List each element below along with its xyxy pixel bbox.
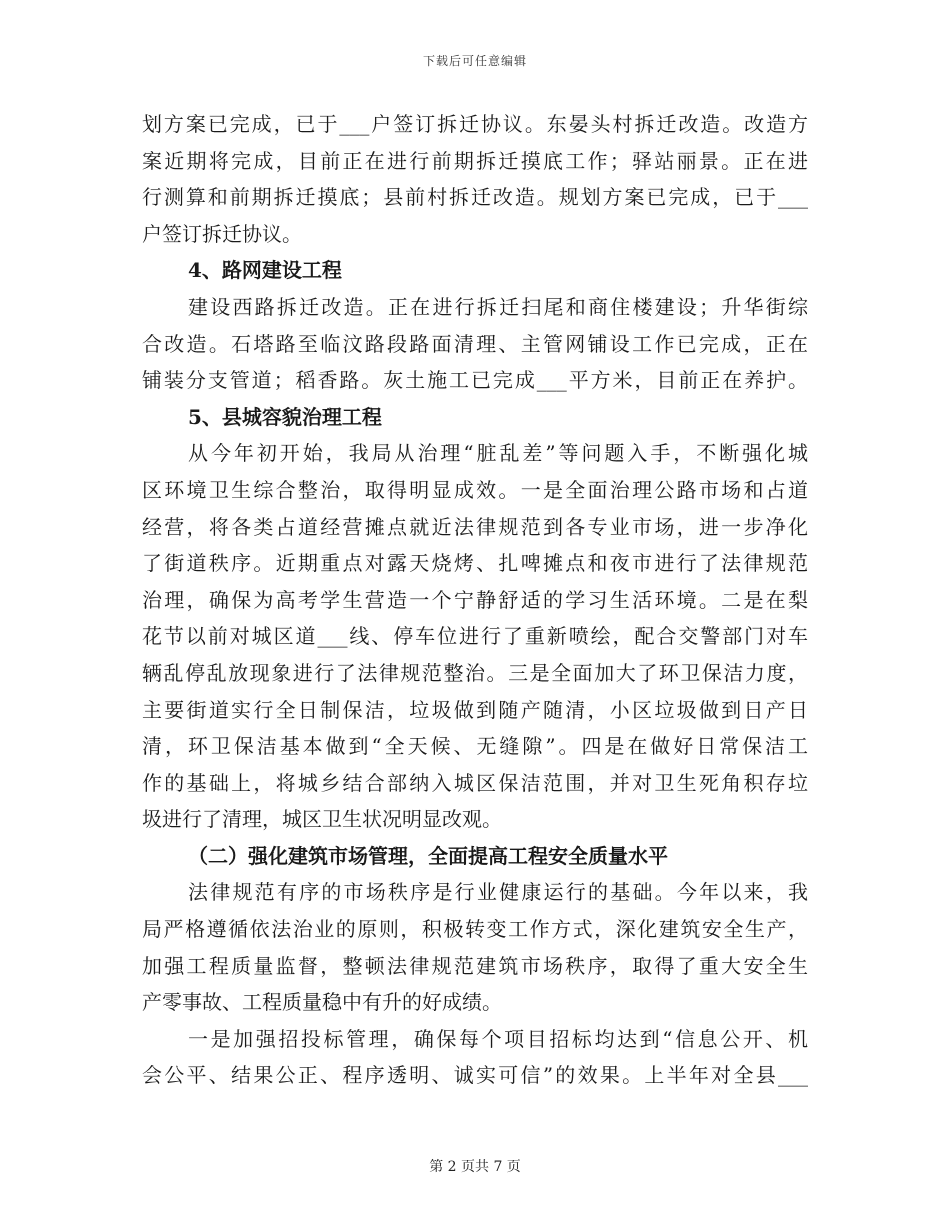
body-line: 区环境卫生综合整治，取得明显成效。一是全面治理公路市场和占道	[142, 477, 808, 502]
section-heading: 4、路网建设工程	[188, 258, 342, 283]
page-header: 下载后可任意编辑	[422, 54, 527, 68]
body-line: 主要街道实行全日制保洁，垃圾做到随产随清，小区垃圾做到日产日	[142, 697, 808, 722]
body-line: 经营，将各类占道经营摊点就近法律规范到各专业市场，进一步净化	[142, 514, 808, 539]
body-line: 治理，确保为高考学生营造一个宁静舒适的学习生活环境。二是在梨	[142, 587, 808, 612]
section-heading: 5、县城容貌治理工程	[188, 404, 382, 429]
page-number: 第 2 页共 7 页	[429, 1159, 521, 1175]
body-line: 辆乱停乱放现象进行了法律规范整治。三是全面加大了环卫保洁力度，	[142, 660, 808, 685]
body-line: 铺装分支管道；稻香路。灰土施工已完成___平方米，目前正在养护。	[142, 368, 808, 393]
body-line: 了街道秩序。近期重点对露天烧烤、扎啤摊点和夜市进行了法律规范	[142, 551, 808, 576]
body-line: 加强工程质量监督，整顿法律规范建筑市场秩序，取得了重大安全生	[142, 953, 808, 978]
body-line: 会公平、结果公正、程序透明、诚实可信”的效果。上半年对全县___	[142, 1063, 808, 1088]
body-line: 花节以前对城区道___线、停车位进行了重新喷绘，配合交警部门对车	[142, 624, 808, 649]
body-line: 合改造。石塔路至临汶路段路面清理、主管网铺设工作已完成，正在	[142, 331, 808, 356]
body-line: 从今年初开始，我局从治理“脏乱差”等问题入手，不断强化城	[188, 441, 808, 466]
body-line: 法律规范有序的市场秩序是行业健康运行的基础。今年以来，我	[188, 880, 808, 905]
body-line: 产零事故、工程质量稳中有升的好成绩。	[142, 990, 502, 1015]
body-line: 作的基础上，将城乡结合部纳入城区保洁范围，并对卫生死角积存垃	[142, 770, 808, 795]
body-line: 局严格遵循依法治业的原则，积极转变工作方式，深化建筑安全生产，	[142, 917, 808, 942]
body-line: 一是加强招投标管理，确保每个项目招标均达到“信息公开、机	[188, 1026, 808, 1051]
subsection-heading: （二）强化建筑市场管理，全面提高工程安全质量水平	[188, 843, 668, 868]
body-line: 清，环卫保洁基本做到“全天候、无缝隙”。四是在做好日常保洁工	[142, 734, 808, 759]
body-line: 圾进行了清理，城区卫生状况明显改观。	[142, 807, 502, 832]
document-body	[142, 106, 808, 1094]
body-line: 行测算和前期拆迁摸底；县前村拆迁改造。规划方案已完成，已于___	[142, 185, 808, 210]
body-line: 案近期将完成，目前正在进行前期拆迁摸底工作；驿站丽景。正在进	[142, 148, 808, 173]
body-line: 划方案已完成，已于___户签订拆迁协议。东晏头村拆迁改造。改造方	[142, 112, 808, 136]
body-line: 建设西路拆迁改造。正在进行拆迁扫尾和商住楼建设；升华街综	[188, 294, 808, 319]
body-line: 户签订拆迁协议。	[142, 221, 302, 246]
